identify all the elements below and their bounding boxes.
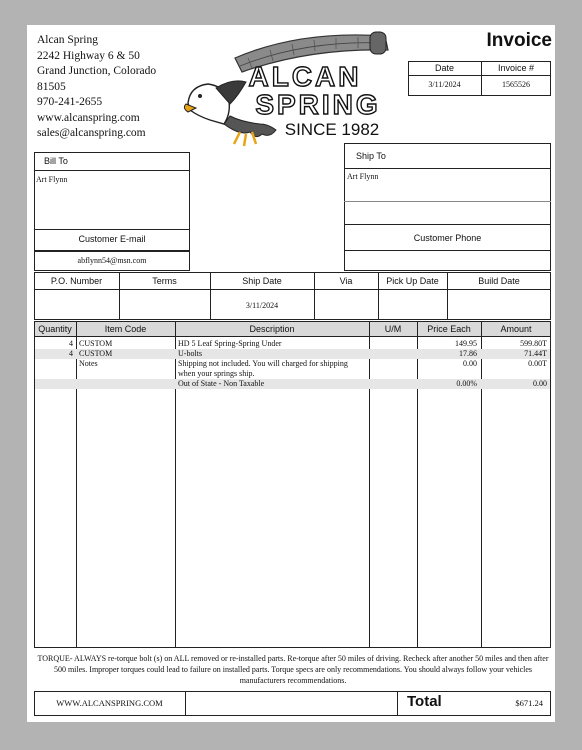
company-zip: 81505 — [37, 80, 66, 93]
total-label: Total — [407, 693, 442, 710]
row-price: 149.95 — [455, 339, 477, 348]
items-table — [34, 321, 551, 648]
bill-to-label: Bill To — [44, 156, 68, 166]
row-description: U-bolts — [178, 349, 202, 358]
ship-date-header: Ship Date — [242, 276, 282, 286]
logo-text-spring: SPRING — [255, 89, 381, 120]
row-amount: 0.00 — [533, 379, 547, 388]
row-description: HD 5 Leaf Spring-Spring Under — [178, 339, 282, 348]
row-price: 0.00 — [463, 359, 477, 368]
invoice-date-value: 3/11/2024 — [428, 80, 461, 89]
quantity-header: Quantity — [38, 324, 72, 334]
po-number-header: P.O. Number — [50, 276, 103, 286]
logo-text-alcan: ALCAN — [248, 61, 362, 92]
row-price: 17.86 — [459, 349, 477, 358]
price-each-header: Price Each — [427, 324, 471, 334]
logo-text-since: SINCE 1982 — [284, 120, 380, 139]
pick-up-date-header: Pick Up Date — [386, 276, 439, 286]
row-amount: 599.80T — [520, 339, 547, 348]
row-amount: 71.44T — [524, 349, 547, 358]
build-date-header: Build Date — [478, 276, 520, 286]
customer-phone-label: Customer Phone — [413, 233, 482, 243]
amount-header: Amount — [500, 324, 532, 334]
footer-website: WWW.ALCANSPRING.COM — [56, 698, 163, 708]
um-header: U/M — [384, 324, 402, 334]
invoice-date-label: Date — [434, 63, 454, 73]
row-quantity: 4 — [69, 349, 73, 358]
row-quantity: 4 — [69, 339, 73, 348]
torque-note: TORQUE- ALWAYS re-torque bolt (s) on ALL removed or re-installed parts. Re-torque after 50 miles of driving. Recheck after another 50 miles and then after 500 miles. Improper torques could lead to failure on installed parts. Torque specs are only recommendations. You should always follow your vehicles manufacturers recommendations. — [37, 654, 549, 685]
item-code-header: Item Code — [104, 324, 147, 334]
company-name: Alcan Spring — [37, 34, 99, 46]
row-description: Out of State - Non Taxable — [178, 379, 265, 388]
customer-email-label: Customer E-mail — [78, 234, 146, 244]
company-phone: 970-241-2655 — [37, 96, 103, 108]
invoice-number-value: 1565526 — [502, 80, 530, 89]
invoice-number-label: Invoice # — [497, 63, 535, 73]
row-item-code: Notes — [79, 359, 98, 368]
company-website: www.alcanspring.com — [37, 111, 140, 124]
total-value: $671.24 — [515, 698, 543, 708]
row-item-code: CUSTOM — [79, 349, 113, 358]
row-price: 0.00% — [456, 379, 477, 388]
row-description-continued: when your springs ship. — [178, 369, 255, 378]
description-header: Description — [249, 324, 295, 334]
row-item-code: CUSTOM — [79, 339, 113, 348]
row-description: Shipping not included. You will charged for shipping — [178, 359, 348, 368]
ship-to-label: Ship To — [356, 151, 386, 161]
terms-header: Terms — [152, 276, 177, 286]
customer-email-value: abflynn54@msn.com — [77, 256, 147, 265]
via-header: Via — [339, 276, 353, 286]
company-info — [37, 33, 156, 142]
invoice-page — [27, 25, 555, 722]
bill-to-name: Art Flynn — [36, 175, 68, 184]
company-address1: 2242 Highway 6 & 50 — [37, 49, 140, 62]
ship-to-name: Art Flynn — [347, 172, 379, 181]
invoice-title: Invoice — [486, 30, 552, 51]
company-address2: Grand Junction, Colorado — [37, 65, 157, 77]
alcan-spring-logo — [180, 28, 390, 148]
ship-to-box — [344, 143, 551, 271]
ship-date-value: 3/11/2024 — [245, 301, 279, 310]
company-email: sales@alcanspring.com — [37, 127, 146, 139]
row-amount: 0.00T — [528, 359, 547, 368]
